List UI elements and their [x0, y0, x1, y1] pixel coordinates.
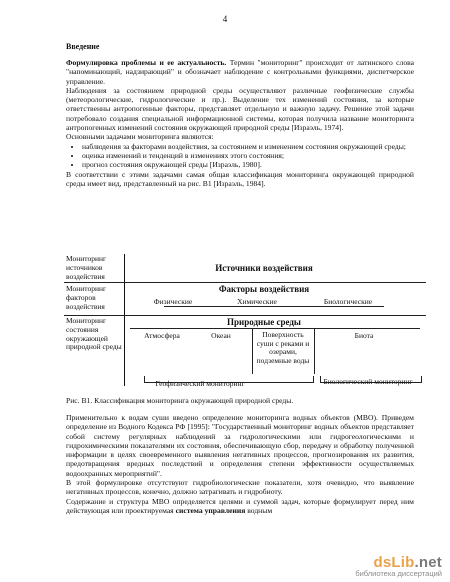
media-biota: Биота: [354, 331, 374, 340]
paragraph-7-lead: Содержание и структура МВО определяется целями и суммой задач, которые формулирует перед ним действующая или проектируемая: [66, 496, 414, 515]
figure-caption: Рис. В1. Классификация мониторинга окружающей природной среды.: [66, 396, 294, 405]
task-list: [66, 142, 414, 170]
paragraph-5: Применительно к водам суши введено определение мониторинга водных объектов (МВО). Приведем определение из Водного Кодекса РФ [1995]: "Государственный мониторинг водных объектов представляет собой систему регулярных наблюдений за гидрологическими или гидрогеологическими и гидрохимическими показателями их состояния, обеспечивающую сбор, передачу и обработку полученной информации в целях своевременного выявления негативных процессов, прогнозирования их развития, предотвращения вредных последствий и определения степени эффективности осуществляемых водоохранных мероприятий".: [66, 413, 414, 478]
task-item: • наблюдения за факторами воздействия, за состоянием и изменением состояния окружающей среды;: [82, 142, 414, 151]
row-divider: [64, 282, 426, 283]
watermark: [355, 554, 442, 578]
task-item: • оценка изменений и тенденций в изменениях этого состояния;: [82, 151, 414, 160]
media-top-line: [130, 328, 420, 329]
paragraph-7-tail: водным: [245, 505, 273, 515]
paragraph-1-body: Термин "мониторинг" происходит от латинского слова "напоминающий, надзирающий" и обозначает наблюдение с контрольными функциями, диспетчерское управление.: [66, 58, 414, 86]
paragraph-7: [66, 497, 414, 516]
row-title-factors: Факторы воздействия: [218, 284, 310, 294]
row-label-sources: Мониторинг источников воздействия: [66, 254, 107, 281]
intro-text: [66, 58, 414, 188]
media-cell-border-right: [314, 328, 315, 374]
body-text: [66, 413, 414, 515]
factor-physical: Физические: [153, 297, 193, 306]
classification-diagram: [64, 254, 426, 390]
row-title-media: Природные среды: [227, 317, 301, 327]
paragraph-2: Наблюдения за состоянием природной среды осуществляют различные геофизические службы (метеорологические, гидрологические и пр.). Выделение тех изменений состояния, за которые ответственны антропогенные факторы, представляет отдельную и важную задачу. Решение этой задачи потребовало создания специальной информационной системы, которая получила название мониторинга антропогенных изменений состояния окружающей природной среды [Израэль, 1974].: [66, 85, 414, 133]
factors-line: [164, 306, 384, 307]
geophysical-label: Геофизический мониторинг: [155, 379, 245, 388]
paragraph-6: В этой формулировке отсутствуют гидробиологические показатели, хотя очевидно, что выявление негативных процессов, конечно, должно затрагивать и гидробиоту.: [66, 478, 414, 497]
media-ocean: Океан: [211, 331, 231, 340]
page-number: 4: [222, 14, 228, 24]
diagram-row-factors: [64, 284, 426, 312]
factor-chemical: Химические: [237, 297, 277, 306]
watermark-tagline: библиотека диссертаций: [355, 569, 442, 578]
media-atmosphere: Атмосфера: [144, 331, 180, 340]
row-title-sources: Источники воздействия: [215, 263, 313, 273]
watermark-site-tld: .net: [414, 554, 442, 571]
media-cell-border-left: [252, 328, 253, 374]
biological-label: Биологический мониторинг: [323, 377, 413, 386]
paragraph-1: [66, 58, 414, 86]
row-label-media: Мониторинг состояния окружающей природной среды: [66, 316, 122, 352]
media-land-surface: Поверхность суши с реками и озерами, подземные воды: [256, 330, 310, 365]
watermark-site-main: dsLib: [373, 554, 415, 571]
paragraph-7-bold: система управления: [175, 505, 246, 515]
paragraph-3: Основными задачами мониторинга являются:: [66, 132, 214, 142]
diagram-row-sources: [64, 254, 426, 280]
task-item: • прогноз состояния окружающей среды [Израэль, 1980].: [82, 160, 414, 169]
paragraph-4: В соответствии с этими задачами самая общая классификация мониторинга окружающей природной среды имеет вид, представленный на рис. В1 [Израэль, 1984].: [66, 169, 414, 188]
section-heading: Введение: [66, 42, 100, 51]
row-label-factors: Мониторинг факторов воздействия: [66, 284, 107, 311]
paragraph-1-lead: Формулировка проблемы и ее актуальность.: [66, 58, 227, 67]
factor-biological: Биологические: [323, 297, 373, 306]
